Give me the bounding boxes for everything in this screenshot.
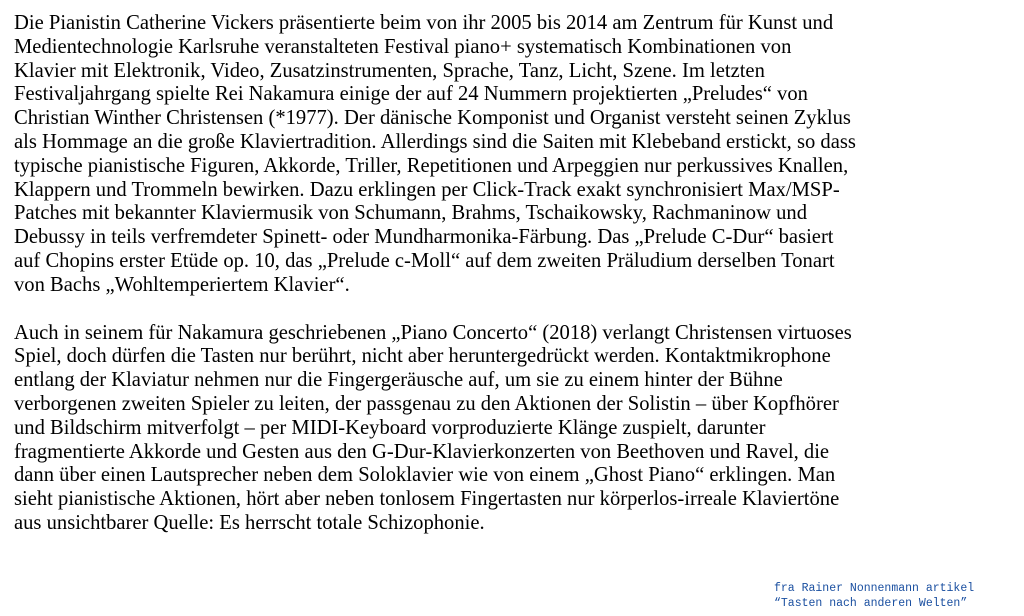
paragraph-2 [14, 322, 1014, 536]
text-line: verborgenen zweiten Spieler zu leiten, der passgenau zu den Aktionen der Solistin – über Kopfhörer [14, 392, 839, 415]
caption-line-title: “Tasten nach anderen Welten” [774, 597, 968, 610]
text-line: Festivaljahrgang spielte Rei Nakamura einige der auf 24 Nummern projektierten „Preludes“ von [14, 83, 808, 106]
text-line: Medientechnologie Karlsruhe veranstalteten Festival piano+ systematisch Kombinationen von [14, 35, 792, 58]
text-line: auf Chopins erster Etüde op. 10, das „Prelude c-Moll“ auf dem zweiten Präludium derselben Tonart [14, 249, 835, 272]
caption-line-author: fra Rainer Nonnenmann artikel [774, 582, 975, 595]
text-line: Debussy in teils verfremdeter Spinett- oder Mundharmonika-Färbung. Das „Prelude C-Dur“ basiert [14, 226, 834, 249]
text-line: als Hommage an die große Klaviertradition. Allerdings sind die Saiten mit Klebeband erstickt, so dass [14, 130, 856, 153]
text-line: entlang der Klaviatur nehmen nur die Fingergeräusche auf, um sie zu einem hinter der Bühne [14, 369, 783, 392]
article-body [14, 12, 1014, 536]
text-line: Die Pianistin Catherine Vickers präsentierte beim von ihr 2005 bis 2014 am Zentrum für Kunst und [14, 12, 834, 34]
text-line: Patches mit bekannter Klaviermusik von Schumann, Brahms, Tschaikowsky, Rachmaninow und [14, 202, 807, 225]
text-line: Klappern und Trommeln bewirken. Dazu erklingen per Click-Track exakt synchronisiert Max/MSP- [14, 178, 840, 201]
source-caption [774, 581, 974, 611]
text-line: Auch in seinem für Nakamura geschriebenen „Piano Concerto“ (2018) verlangt Christensen virtuoses [14, 321, 852, 344]
paragraph-1 [14, 12, 1014, 298]
text-line: Spiel, doch dürfen die Tasten nur berührt, nicht aber heruntergedrückt werden. Kontaktmikrophone [14, 345, 831, 368]
text-line: von Bachs „Wohltemperiertem Klavier“. [14, 273, 350, 296]
text-line: Christian Winther Christensen (*1977). Der dänische Komponist und Organist versteht seinen Zyklus [14, 107, 851, 130]
text-line: fragmentierte Akkorde und Gesten aus den G-Dur-Klavierkonzerten von Beethoven und Ravel, die [14, 440, 830, 463]
text-line: und Bildschirm mitverfolgt – per MIDI-Keyboard vorproduzierte Klänge zuspielt, darunter [14, 416, 766, 439]
text-line: dann über einen Lautsprecher neben dem Soloklavier wie von einem „Ghost Piano“ erklingen. Man [14, 464, 836, 487]
text-line: typische pianistische Figuren, Akkorde, Triller, Repetitionen und Arpeggien nur perkussives Knallen, [14, 154, 849, 177]
text-line: sieht pianistische Aktionen, hört aber neben tonlosem Fingertasten nur körperlos-irreale Klaviertöne [14, 488, 840, 511]
text-line: Klavier mit Elektronik, Video, Zusatzinstrumenten, Sprache, Tanz, Licht, Szene. Im letzten [14, 59, 765, 82]
text-line: aus unsichtbarer Quelle: Es herrscht totale Schizophonie. [14, 511, 485, 534]
